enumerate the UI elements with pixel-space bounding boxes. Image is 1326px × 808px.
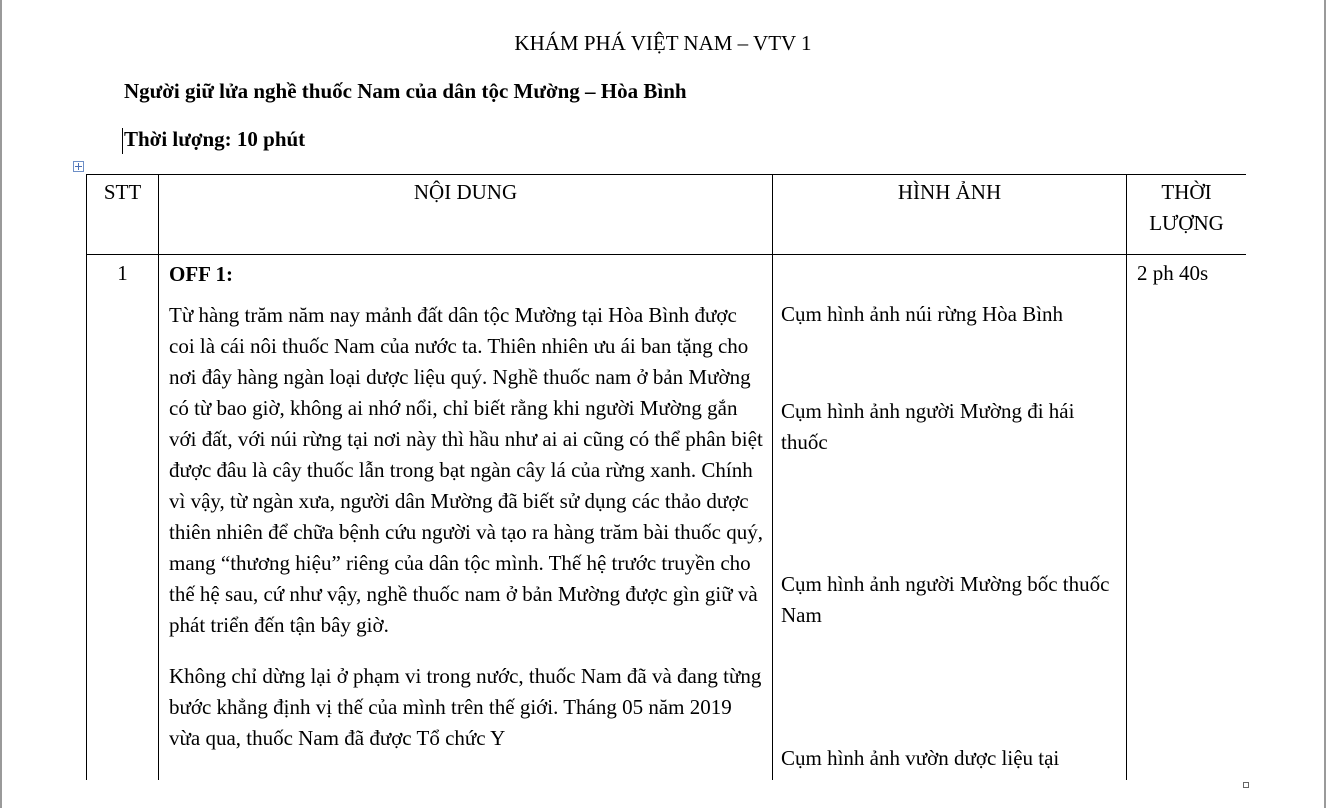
page-left-edge	[0, 0, 2, 808]
image-description: Cụm hình ảnh người Mường đi hái thuốc	[781, 399, 1075, 454]
document-subtitle: Người giữ lửa nghề thuốc Nam của dân tộc Mường – Hòa Bình	[124, 79, 687, 103]
image-description: Cụm hình ảnh núi rừng Hòa Bình	[781, 302, 1064, 326]
script-table-viewport	[86, 174, 1246, 780]
header-stt: STT	[87, 175, 159, 255]
text-cursor	[122, 128, 123, 154]
script-table	[86, 174, 1246, 780]
document-title: KHÁM PHÁ VIỆT NAM – VTV 1	[514, 31, 812, 55]
header-content: NỘI DUNG	[159, 175, 773, 255]
table-move-handle-icon[interactable]	[73, 161, 84, 172]
row-stt: 1	[87, 255, 159, 781]
row-time: 2 ph 40s	[1127, 255, 1247, 781]
document-duration: Thời lượng: 10 phút	[124, 127, 306, 151]
header-duration: THỜI LƯỢNG	[1127, 175, 1247, 255]
content-paragraph: Không chỉ dừng lại ở phạm vi trong nước, thuốc Nam đã và đang từng bước khẳng định vị thế của mình trên thế giới. Tháng 05 năm 2019 vừa qua, thuốc Nam đã được Tổ chức Y	[169, 664, 762, 750]
table-row	[87, 255, 1247, 781]
image-description: Cụm hình ảnh vườn dược liệu tại	[781, 746, 1060, 770]
header-image: HÌNH ẢNH	[773, 175, 1127, 255]
table-resize-handle[interactable]	[1243, 782, 1249, 788]
content-paragraph: Từ hàng trăm năm nay mảnh đất dân tộc Mường tại Hòa Bình được coi là cái nôi thuốc Nam của nước ta. Thiên nhiên ưu ái ban tặng cho nơi đây hàng ngàn loại dược liệu quý. Nghề thuốc nam ở bản Mường có từ bao giờ, không ai nhớ nổi, chỉ biết rằng khi người Mường gắn với đất, với núi rừng tại nơi này thì hầu như ai ai cũng có thể phân biệt được đâu là cây thuốc lẫn trong bạt ngàn cây lá của rừng xanh. Chính vì vậy, từ ngàn xưa, người dân Mường đã biết sử dụng các thảo dược thiên nhiên để chữa bệnh cứu người và tạo ra hàng trăm bài thuốc quý, mang “thương hiệu” riêng của dân tộc mình. Thế hệ trước truyền cho thế hệ sau, cứ như vậy, nghề thuốc nam ở bản Mường được gìn giữ và phát triển đến tận bây giờ.	[169, 303, 763, 637]
row-content[interactable]	[159, 255, 773, 781]
image-description: Cụm hình ảnh người Mường bốc thuốc Nam	[781, 572, 1110, 627]
row-images[interactable]	[773, 255, 1127, 781]
table-header-row	[87, 175, 1247, 255]
off-label: OFF 1:	[169, 262, 233, 286]
